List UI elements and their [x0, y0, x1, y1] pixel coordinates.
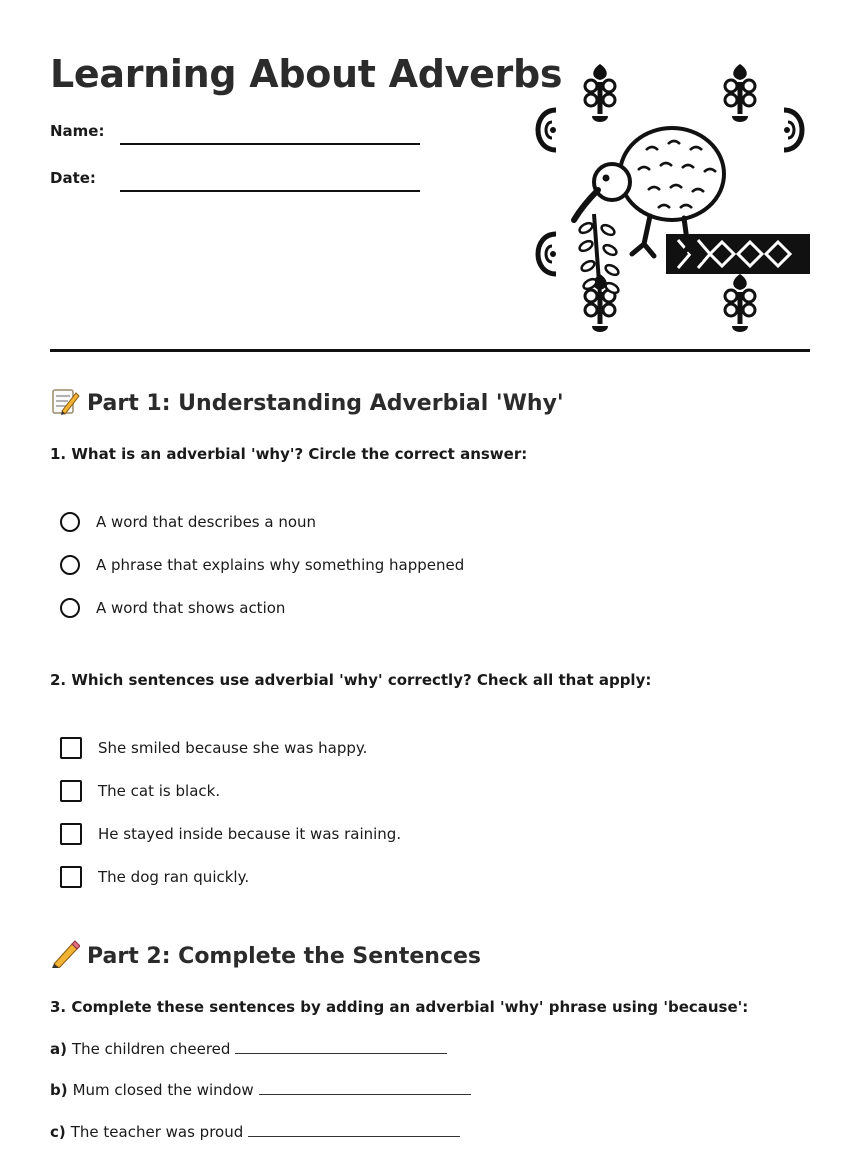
- memo-pencil-icon: [50, 387, 80, 415]
- pencil-icon: [50, 940, 80, 968]
- name-label: Name:: [50, 122, 105, 140]
- q2-option-4[interactable]: [60, 864, 249, 890]
- answer-blank[interactable]: [235, 1041, 447, 1054]
- q2-option-3[interactable]: [60, 821, 401, 847]
- part2-title-text: Part 2: Complete the Sentences: [87, 944, 482, 969]
- date-field[interactable]: [120, 190, 420, 192]
- option-label: A word that shows action: [96, 599, 286, 617]
- option-label: A phrase that explains why something happened: [96, 556, 465, 574]
- part1-title-text: Part 1: Understanding Adverbial 'Why': [87, 391, 564, 416]
- option-label: The cat is black.: [98, 782, 221, 800]
- radio-circle[interactable]: [60, 512, 80, 532]
- part2-title: [50, 940, 481, 973]
- part1-title: [50, 387, 564, 420]
- sentence-c: [50, 1123, 460, 1141]
- q1-option-2[interactable]: [60, 552, 464, 578]
- option-label: A word that describes a noun: [96, 513, 317, 531]
- option-label: She smiled because she was happy.: [98, 739, 368, 757]
- name-field[interactable]: [120, 143, 420, 145]
- answer-blank[interactable]: [259, 1082, 471, 1095]
- sentence-a: [50, 1040, 447, 1058]
- radio-circle[interactable]: [60, 555, 80, 575]
- checkbox[interactable]: [60, 823, 82, 845]
- item-letter: c): [50, 1123, 66, 1141]
- page-title: Learning About Adverbs: [50, 52, 563, 96]
- item-letter: b): [50, 1081, 68, 1099]
- item-letter: a): [50, 1040, 67, 1058]
- question-2: 2. Which sentences use adverbial 'why' correctly? Check all that apply:: [50, 671, 652, 689]
- q1-option-1[interactable]: [60, 509, 316, 535]
- sentence-text: The children cheered: [71, 1040, 231, 1058]
- question-3: 3. Complete these sentences by adding an adverbial 'why' phrase using 'because':: [50, 998, 749, 1016]
- sentence-text: Mum closed the window: [72, 1081, 254, 1099]
- q2-option-1[interactable]: [60, 735, 367, 761]
- checkbox[interactable]: [60, 866, 82, 888]
- answer-blank[interactable]: [248, 1124, 460, 1137]
- radio-circle[interactable]: [60, 598, 80, 618]
- checkbox[interactable]: [60, 737, 82, 759]
- q1-option-3[interactable]: [60, 595, 285, 621]
- date-label: Date:: [50, 169, 96, 187]
- q2-option-2[interactable]: [60, 778, 220, 804]
- sentence-b: [50, 1081, 471, 1099]
- question-1: 1. What is an adverbial 'why'? Circle the correct answer:: [50, 445, 528, 463]
- header-divider: [50, 349, 810, 352]
- checkbox[interactable]: [60, 780, 82, 802]
- option-label: He stayed inside because it was raining.: [98, 825, 402, 843]
- option-label: The dog ran quickly.: [98, 868, 250, 886]
- sentence-text: The teacher was proud: [70, 1123, 244, 1141]
- kiwi-bird-ornament-icon: [528, 46, 812, 334]
